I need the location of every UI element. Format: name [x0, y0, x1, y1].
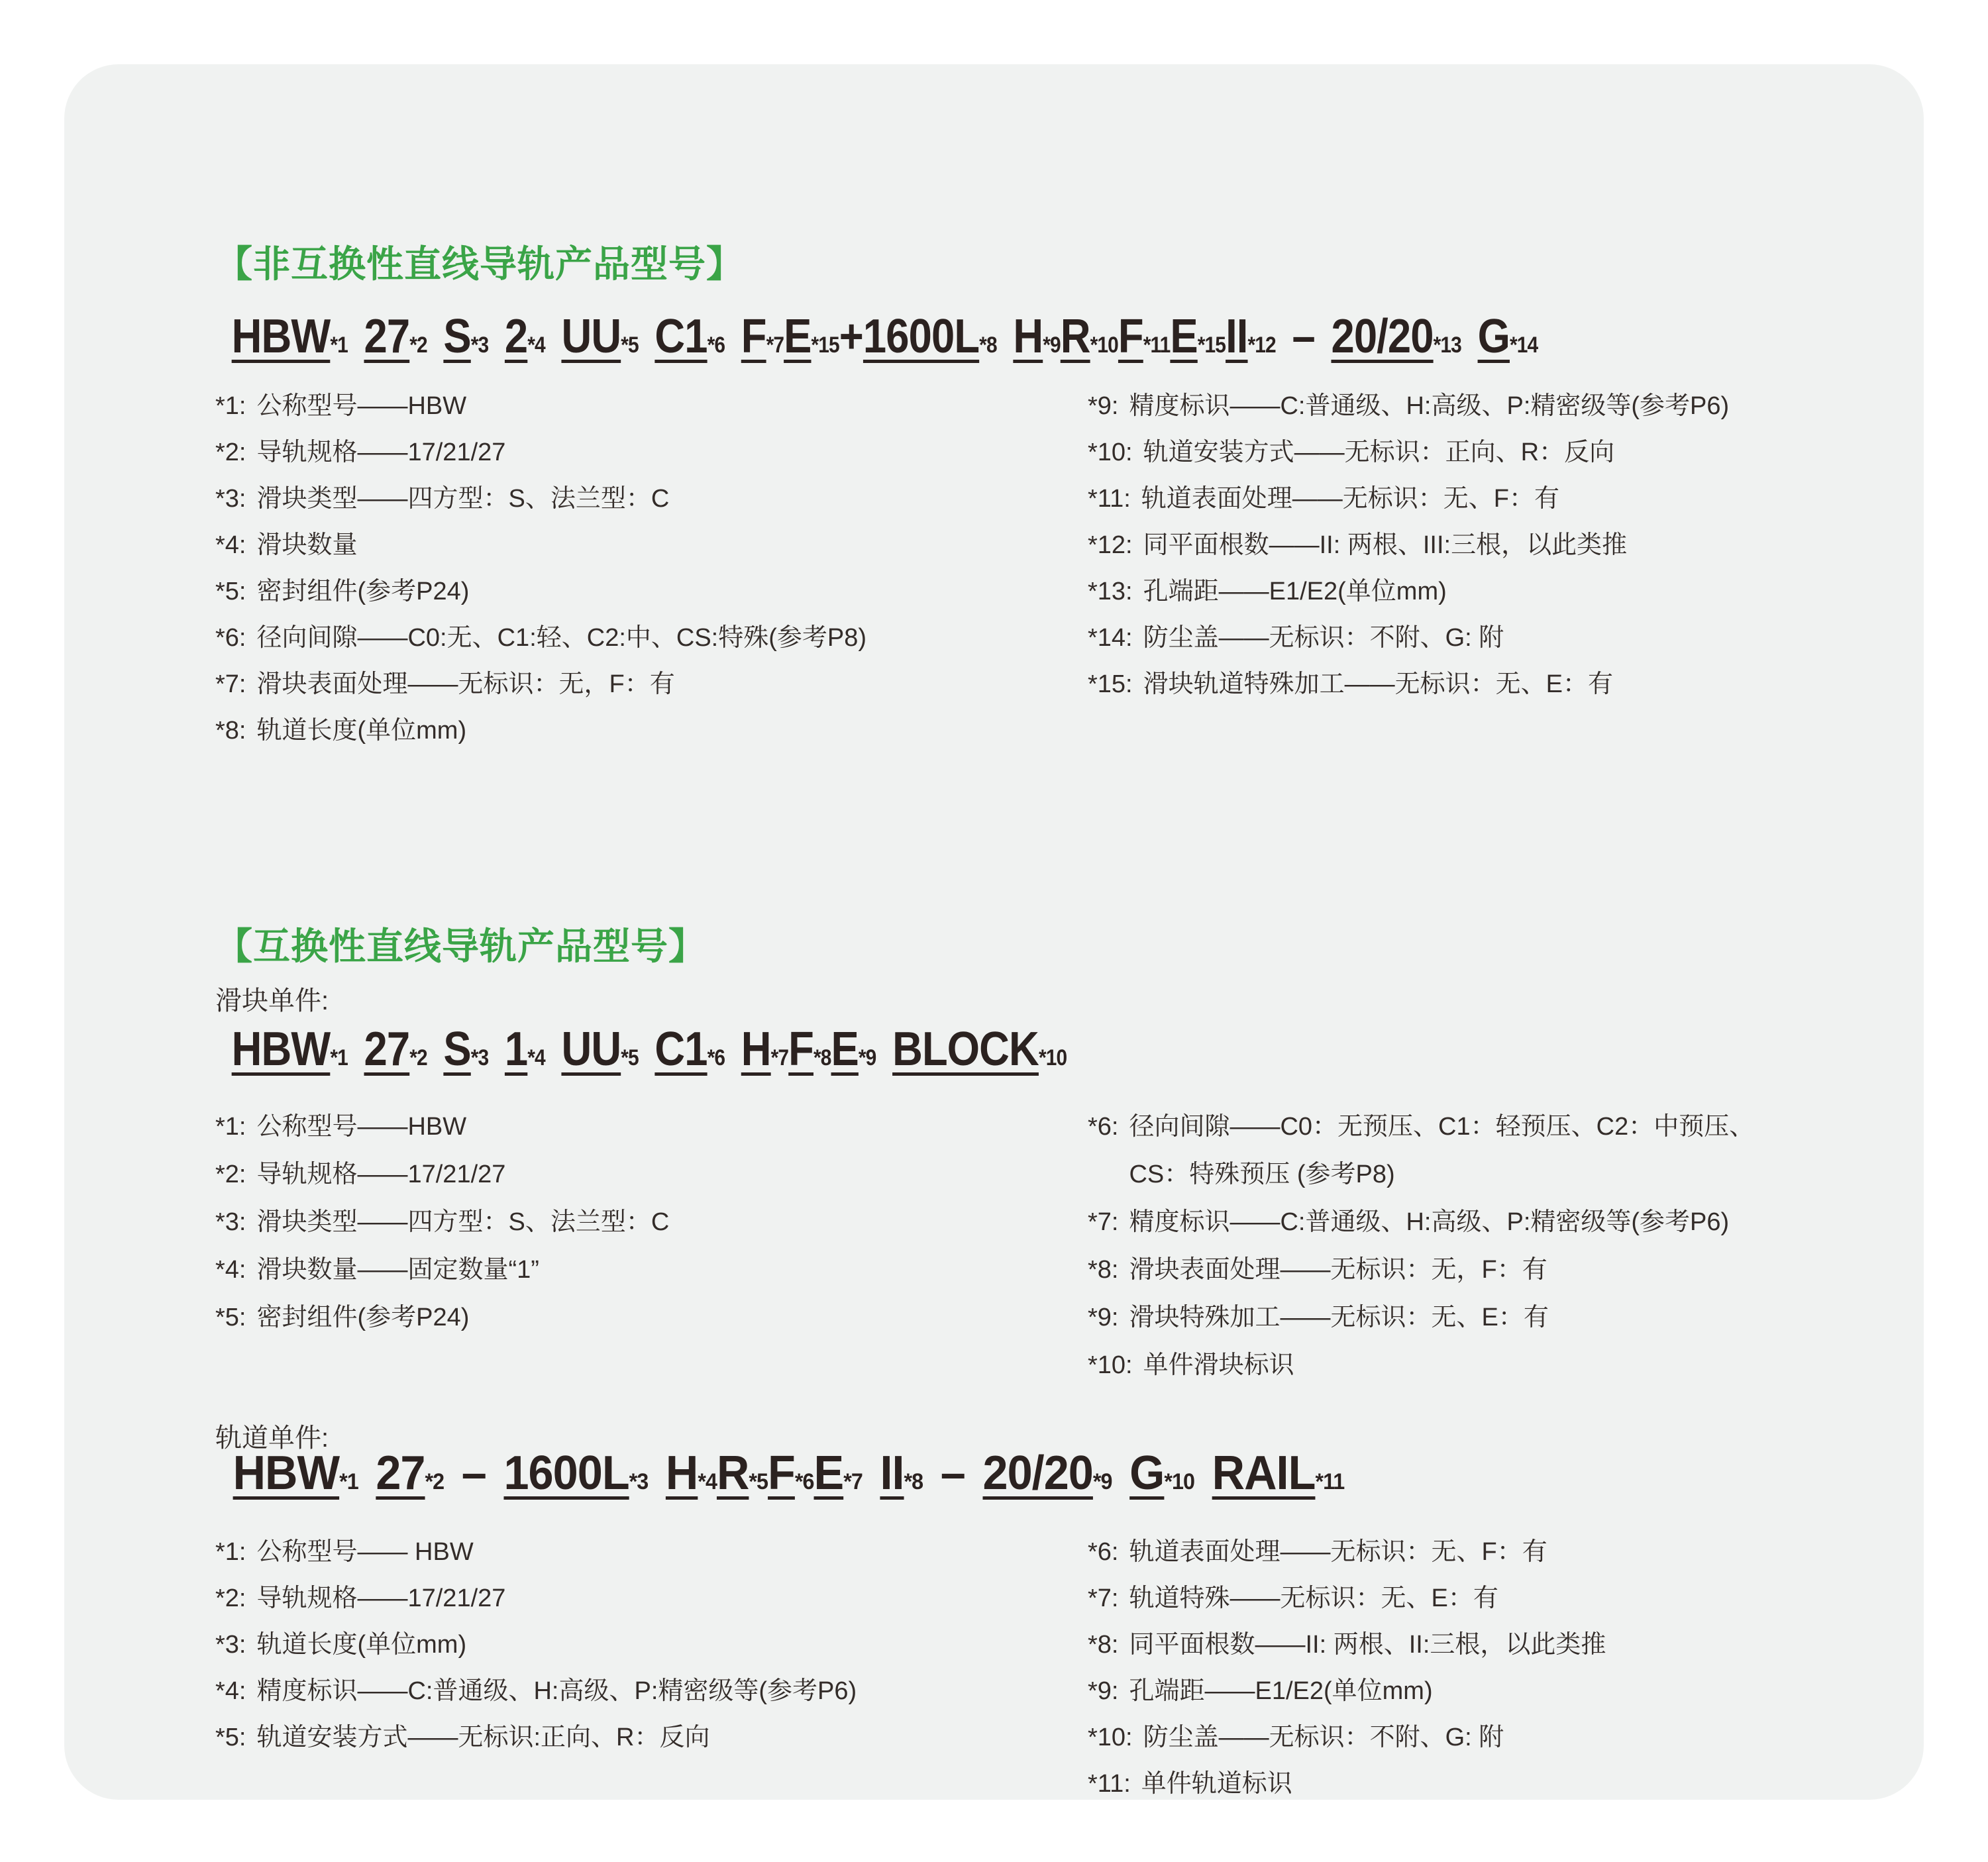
footnote-text: 导轨规格——17/21/27: [256, 439, 506, 466]
formula-token: F *8: [788, 1023, 831, 1076]
footnote-text: 公称型号——HBW: [256, 392, 467, 420]
footnote-text: 径向间隙——C0：无预压、C1：轻预压、C2：中预压、 CS：特殊预压 (参考P8): [1129, 1113, 1755, 1188]
footnote-text: 滑块特殊加工——无标识：无、E：有: [1129, 1304, 1549, 1331]
footnote-text: 滑块数量: [256, 531, 358, 559]
footnote-id: *2:: [215, 1584, 246, 1612]
token-text: 20/20: [982, 1447, 1093, 1500]
formula-token: E *15: [1170, 310, 1226, 363]
footnote-text: 公称型号—— HBW: [256, 1538, 474, 1566]
footnote-list-s2-right: [1088, 1103, 1969, 1389]
footnote: [215, 661, 1096, 707]
footnote: [215, 1294, 1096, 1341]
footnote-text: 滑块表面处理——无标识：无，F：有: [1129, 1256, 1547, 1284]
formula-token: HBW *1: [231, 310, 348, 363]
formula-token: 1600L *8: [863, 310, 997, 363]
section-2-title: 【互换性直线导轨产品型号】: [215, 925, 706, 967]
formula-token: 27 *2: [364, 310, 427, 363]
formula-token: F *6: [768, 1447, 814, 1500]
footnote: [1088, 1294, 1969, 1341]
section-1-title: 【非互换性直线导轨产品型号】: [215, 243, 744, 285]
footnote: [1088, 1198, 1969, 1246]
token-text: C1: [654, 310, 707, 363]
token-text: R: [716, 1447, 749, 1500]
footnote-text: 单件轨道标识: [1141, 1770, 1292, 1798]
token-text: E: [784, 310, 811, 363]
formula-token: [839, 311, 863, 363]
footnote: [215, 383, 1096, 429]
formula-token: S *3: [443, 1023, 489, 1076]
footnote: [215, 1668, 1096, 1714]
formula-token: G *14: [1477, 310, 1538, 363]
footnote-id: *10:: [1088, 1351, 1133, 1379]
formula-token: R *10: [1060, 310, 1118, 363]
footnote-text: 轨道特殊——无标识：无、E：有: [1129, 1584, 1498, 1612]
footnote-text: 精度标识——C:普通级、H:高级、P:精密级等(参考P6): [1129, 392, 1730, 420]
document-card: [64, 64, 1924, 1800]
formula-token: E *9: [831, 1023, 876, 1076]
footnote: [1088, 1341, 1969, 1389]
footnote-text: 密封组件(参考P24): [256, 578, 470, 605]
footnote: [1088, 661, 1969, 707]
formula-token: 20/20 *9: [982, 1447, 1112, 1500]
footnote-text: 轨道安装方式——无标识：正向、R：反向: [1143, 439, 1615, 466]
footnote-id: *14:: [1088, 624, 1133, 652]
footnote: [1088, 429, 1969, 476]
footnote: [1088, 476, 1969, 522]
token-text: F: [788, 1023, 814, 1076]
footnote: [215, 615, 1096, 661]
footnote: [215, 1622, 1096, 1668]
footnote-id: *1:: [215, 392, 246, 420]
footnote-id: *5:: [215, 1304, 246, 1331]
footnote-id: *10:: [1088, 439, 1133, 466]
footnote-text: 精度标识——C:普通级、H:高级、P:精密级等(参考P6): [1129, 1208, 1730, 1236]
model-formula-rail-unit: [215, 1447, 1344, 1500]
token-text: HBW: [233, 1447, 340, 1500]
formula-token: 20/20 *13: [1331, 310, 1461, 363]
formula-token: 1 *4: [504, 1023, 545, 1076]
footnote: [215, 429, 1096, 476]
footnote: [215, 1151, 1096, 1198]
formula-token: UU *5: [561, 310, 639, 363]
footnote-id: *1:: [215, 1538, 246, 1566]
footnote-id: *8:: [1088, 1631, 1119, 1659]
formula-token: H *9: [1013, 310, 1061, 363]
formula-token: [1292, 311, 1314, 363]
footnote-list-s2-left: [215, 1103, 1096, 1341]
footnote: [1088, 568, 1969, 615]
footnote-text: 公称型号——HBW: [256, 1113, 467, 1141]
token-text: E: [1170, 310, 1198, 363]
footnote-text: 防尘盖——无标识：不附、G: 附: [1143, 624, 1504, 652]
token-text: E: [813, 1447, 844, 1500]
footnote-id: *10:: [1088, 1724, 1133, 1751]
token-text: UU: [561, 310, 621, 363]
footnote-id: *1:: [215, 1113, 246, 1141]
footnote: [215, 476, 1096, 522]
token-text: 1600L: [863, 310, 980, 363]
footnote-id: *8:: [1088, 1256, 1119, 1284]
footnote: [215, 1714, 1096, 1761]
footnote: [215, 707, 1096, 754]
token-text: R: [1060, 310, 1090, 363]
footnote-text: 滑块表面处理——无标识：无，F：有: [256, 670, 675, 698]
footnote-id: *3:: [215, 485, 246, 513]
footnote-id: *4:: [215, 1256, 246, 1284]
token-text: 27: [364, 1023, 410, 1076]
subtitle-rail-unit: 轨道单件:: [215, 1423, 329, 1453]
footnote: [215, 1575, 1096, 1622]
formula-token: [941, 1447, 965, 1500]
footnote-id: *6:: [1088, 1113, 1119, 1141]
token-text: G: [1129, 1447, 1165, 1500]
footnote-text: 轨道长度(单位mm): [256, 717, 467, 745]
token-text: G: [1477, 310, 1510, 363]
footnote-id: *8:: [215, 717, 246, 745]
footnote-id: *12:: [1088, 531, 1133, 559]
token-text: 27: [364, 310, 410, 363]
footnote-text: 轨道表面处理——无标识：无、F：有: [1129, 1538, 1547, 1566]
token-text: E: [831, 1023, 859, 1076]
formula-token: R *5: [716, 1447, 768, 1500]
footnote: [215, 1529, 1096, 1575]
token-text: HBW: [231, 310, 331, 363]
token-text: 1600L: [503, 1447, 629, 1500]
formula-token: C1 *6: [654, 310, 725, 363]
formula-token: 2 *4: [504, 310, 545, 363]
footnote-id: *11:: [1088, 1770, 1131, 1798]
formula-token: UU *5: [561, 1023, 639, 1076]
formula-token: H *4: [665, 1447, 717, 1500]
footnote: [1088, 1714, 1969, 1761]
token-text: BLOCK: [892, 1023, 1039, 1076]
footnote-id: *15:: [1088, 670, 1133, 698]
model-formula-block-unit: [215, 1023, 1067, 1076]
formula-token: E *15: [784, 310, 839, 363]
token-text: H: [1013, 310, 1043, 363]
token-text: 27: [376, 1447, 425, 1500]
formula-token: [462, 1447, 486, 1500]
formula-token: E *7: [813, 1447, 863, 1500]
token-text: H: [665, 1447, 698, 1500]
footnote-text: 导轨规格——17/21/27: [256, 1584, 506, 1612]
formula-token: S *3: [443, 310, 489, 363]
formula-token: H *7: [741, 1023, 789, 1076]
token-text: F: [741, 310, 766, 363]
formula-token: HBW *1: [231, 1023, 348, 1076]
formula-token: 1600L *3: [503, 1447, 649, 1500]
footnote: [1088, 1103, 1969, 1198]
footnote: [1088, 1622, 1969, 1668]
token-text: S: [443, 1023, 471, 1076]
footnote-text: 孔端距——E1/E2(单位mm): [1129, 1677, 1433, 1705]
footnote: [1088, 615, 1969, 661]
formula-token: RAIL *11: [1212, 1447, 1345, 1500]
token-text: 20/20: [1331, 310, 1434, 363]
footnote-text: 轨道表面处理——无标识：无、F：有: [1141, 485, 1560, 513]
formula-token: II *8: [880, 1447, 923, 1500]
footnote: [1088, 1529, 1969, 1575]
token-text: F: [1118, 310, 1143, 363]
token-text: H: [741, 1023, 771, 1076]
footnote-text: 滑块类型——四方型：S、法兰型：C: [256, 1208, 670, 1236]
footnote: [215, 1246, 1096, 1294]
footnote: [1088, 1761, 1969, 1807]
footnote-id: *5:: [215, 1724, 246, 1751]
footnote-list-s3-right: [1088, 1529, 1969, 1807]
footnote-text: 滑块类型——四方型：S、法兰型：C: [256, 485, 670, 513]
token-text: S: [443, 310, 471, 363]
footnote-id: *2:: [215, 1161, 246, 1188]
subtitle-block-unit: 滑块单件:: [215, 986, 329, 1015]
footnote-text: 径向间隙——C0:无、C1:轻、C2:中、CS:特殊(参考P8): [256, 624, 867, 652]
footnote: [1088, 1668, 1969, 1714]
footnote: [215, 1198, 1096, 1246]
footnote-id: *2:: [215, 439, 246, 466]
token-text: F: [768, 1447, 795, 1500]
footnote-id: *9:: [1088, 1304, 1119, 1331]
footnote: [1088, 1246, 1969, 1294]
footnote-id: *13:: [1088, 578, 1133, 605]
footnote-text: 密封组件(参考P24): [256, 1304, 470, 1331]
footnote: [1088, 522, 1969, 568]
formula-token: 27 *2: [376, 1447, 445, 1500]
footnote-list-s3-left: [215, 1529, 1096, 1761]
formula-token: HBW *1: [233, 1447, 358, 1500]
token-text: –: [940, 1447, 965, 1500]
footnote-id: *7:: [1088, 1584, 1119, 1612]
footnote: [1088, 383, 1969, 429]
token-text: RAIL: [1212, 1447, 1316, 1500]
footnote-id: *11:: [1088, 485, 1131, 513]
footnote-id: *3:: [215, 1631, 246, 1659]
token-text: –: [461, 1447, 486, 1500]
formula-token: II *12: [1226, 310, 1276, 363]
model-formula-non-interchangeable: [215, 311, 1538, 363]
footnote-text: 防尘盖——无标识：不附、G: 附: [1143, 1724, 1504, 1751]
footnote-text: 同平面根数——II: 两根、II:三根，以此类推: [1129, 1631, 1606, 1659]
footnote-text: 精度标识——C:普通级、H:高级、P:精密级等(参考P6): [256, 1677, 857, 1705]
footnote: [215, 1103, 1096, 1151]
formula-token: G *10: [1129, 1447, 1195, 1500]
footnote-id: *9:: [1088, 392, 1119, 420]
formula-token: BLOCK *10: [892, 1023, 1067, 1076]
footnote-id: *4:: [215, 531, 246, 559]
token-text: C1: [654, 1023, 707, 1076]
token-text: II: [880, 1447, 904, 1500]
footnote: [215, 568, 1096, 615]
formula-token: F *11: [1118, 310, 1171, 363]
footnote-text: 单件滑块标识: [1143, 1351, 1294, 1379]
footnote-id: *5:: [215, 578, 246, 605]
footnote-id: *9:: [1088, 1677, 1119, 1705]
token-text: HBW: [231, 1023, 331, 1076]
footnote-id: *7:: [1088, 1208, 1119, 1236]
token-text: –: [1292, 310, 1315, 363]
footnote-id: *4:: [215, 1677, 246, 1705]
formula-token: C1 *6: [654, 1023, 725, 1076]
formula-token: F *7: [741, 310, 784, 363]
footnote-text: 同平面根数——II: 两根、III:三根，以此类推: [1143, 531, 1628, 559]
formula-token: 27 *2: [364, 1023, 427, 1076]
footnote-id: *7:: [215, 670, 246, 698]
footnote-id: *6:: [215, 624, 246, 652]
footnote: [215, 522, 1096, 568]
footnote-text: 轨道长度(单位mm): [256, 1631, 467, 1659]
footnote-text: 导轨规格——17/21/27: [256, 1161, 506, 1188]
footnote-text: 轨道安装方式——无标识:正向、R：反向: [256, 1724, 710, 1751]
token-text: UU: [561, 1023, 621, 1076]
token-text: 1: [504, 1023, 528, 1076]
token-text: +: [839, 310, 863, 363]
footnote-text: 孔端距——E1/E2(单位mm): [1143, 578, 1447, 605]
footnote-list-s1-right: [1088, 383, 1969, 707]
footnote-id: *3:: [215, 1208, 246, 1236]
footnote-id: *6:: [1088, 1538, 1119, 1566]
token-text: II: [1226, 310, 1248, 363]
footnote-text: 滑块数量——固定数量“1”: [256, 1256, 539, 1284]
footnote-text: 滑块轨道特殊加工——无标识：无、E：有: [1143, 670, 1613, 698]
token-text: 2: [504, 310, 528, 363]
footnote: [1088, 1575, 1969, 1622]
footnote-list-s1-left: [215, 383, 1096, 754]
